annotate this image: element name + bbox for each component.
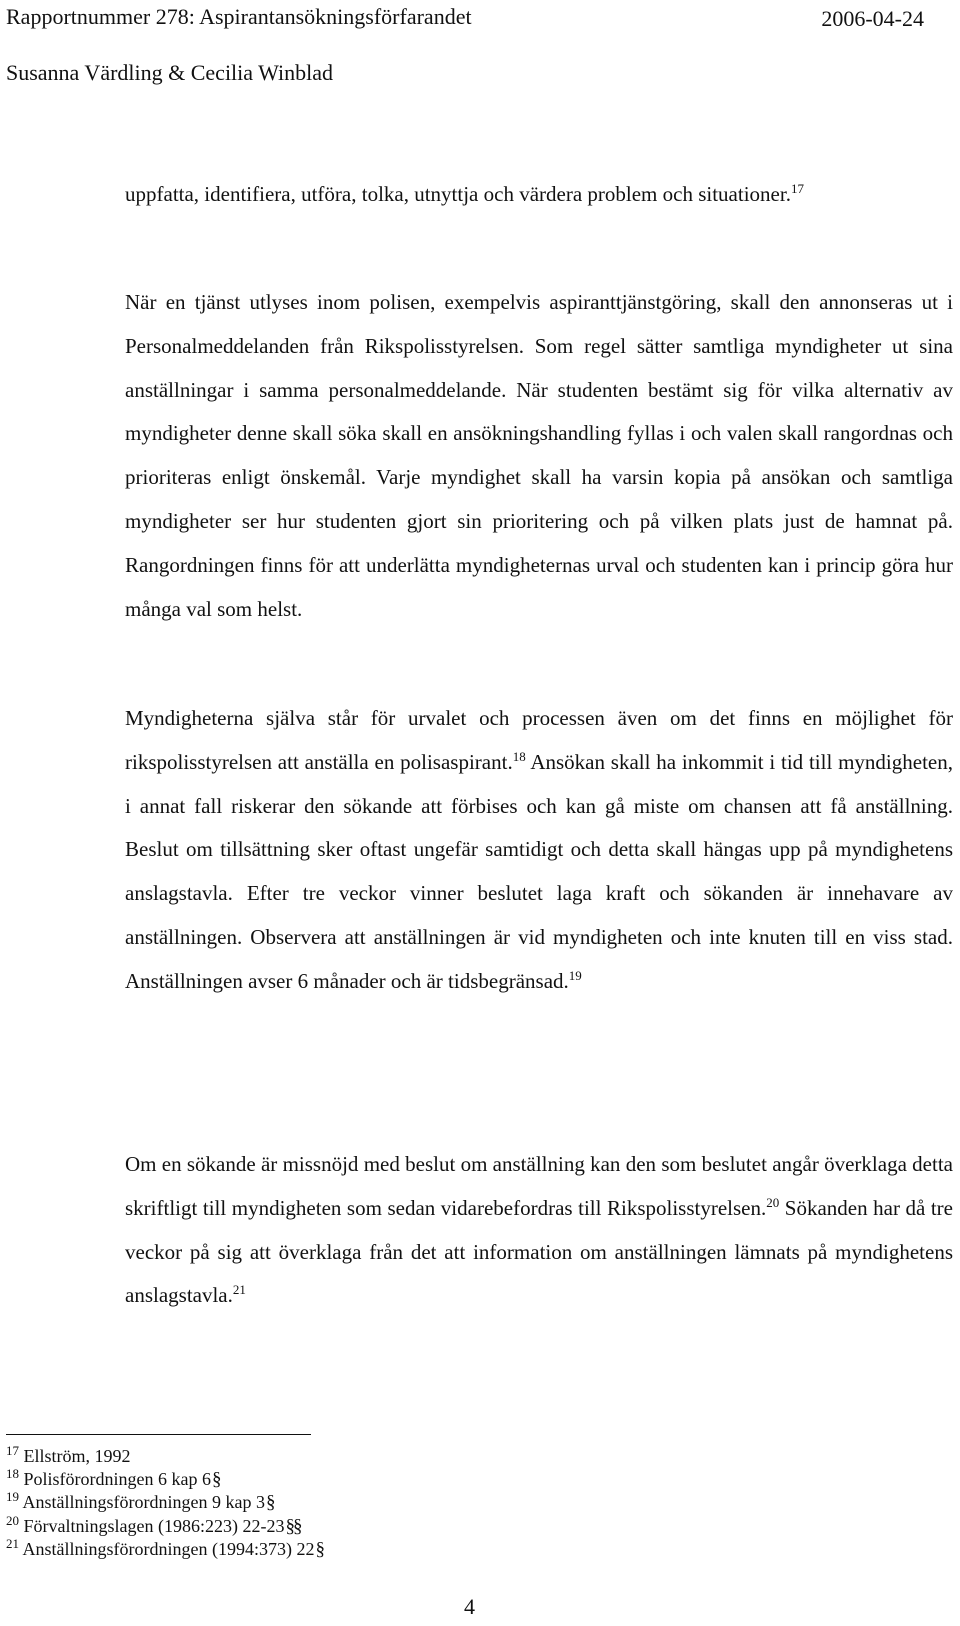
paragraph-2 [125, 281, 953, 631]
paragraph-1-text: uppfatta, identifiera, utföra, tolka, utnyttja och värdera problem och situationer. [125, 182, 791, 206]
paragraph-2-text: När en tjänst utlyses inom polisen, exempelvis aspiranttjänstgöring, skall den annonseras ut i Personalmeddelanden från Rikspolisstyrelsen. Som regel sätter samtliga myndigheter ut sina anställningar i samma personalmeddelande. När studenten bestämt sig för vilka alternativ av myndigheter denne skall söka skall en ansökningshandling fyllas i och valen skall rangordnas och prioriteras enligt önskemål. Varje myndighet skall ha varsin kopia på ansökan och samtliga myndigheter ser hur studenten gjort sin prioritering och på vilken plats just de hamnat på. Rangordningen finns för att underlätta myndigheternas urval och studenten kan i princip göra hur många val som helst. [125, 290, 953, 621]
footnote-number: 20 [6, 1512, 19, 1528]
footnote-ref-18[interactable]: 18 [512, 748, 526, 764]
footnote-number: 18 [6, 1465, 19, 1481]
footnote-ref-20[interactable]: 20 [766, 1194, 780, 1210]
footnote-text: Polisförordningen 6 kap 6 [23, 1468, 211, 1489]
paragraph-3-text-b: Ansökan skall ha inkommit i tid till myndigheten, i annat fall riskerar den sökande att förbises och kan gå miste om chansen att få anställning. Beslut om tillsättning sker oftast ungefär samtidigt och detta skall hängas upp på myndighetens anslagstavla. Efter tre veckor vinner beslutet laga kraft och sökanden är innehavare av anställningen. Observera att anställningen är vid myndigheten och inte knuten till en viss stad. Anställningen avser 6 månader och är tidsbegränsad. [125, 749, 953, 993]
header-title: Rapportnummer 278: Aspirantansökningsförfarandet [6, 4, 472, 29]
footnote-ref-21[interactable]: 21 [232, 1282, 246, 1298]
footnote-ref-19[interactable]: 19 [568, 967, 582, 983]
paragraph-1 [125, 173, 953, 217]
footnote-number: 17 [6, 1443, 19, 1458]
footnote-text: Förvaltningslagen (1986:223) 22-23 [23, 1515, 285, 1536]
page-number: 4 [464, 1594, 475, 1619]
header-authors: Susanna Värdling & Cecilia Winblad [6, 60, 334, 85]
paragraph-4-text-b: Sökanden har då tre veckor på sig att överklaga från det att information om anställningen lämnats på myndighetens anslagstavla. [125, 1195, 953, 1308]
footnote-number: 21 [6, 1536, 19, 1551]
paragraph-4 [125, 1143, 953, 1318]
footnote-text: Ellström, 1992 [23, 1446, 131, 1466]
paragraph-3 [125, 697, 953, 1004]
footnote-ref-17[interactable]: 17 [790, 181, 804, 196]
footnote-text: Anställningsförordningen (1994:373) 22 [22, 1539, 315, 1559]
section-mark: § [211, 1468, 222, 1490]
section-mark: § [265, 1492, 276, 1513]
footnote-number: 19 [6, 1489, 19, 1504]
footnote-21 [6, 1538, 325, 1562]
footnote-17 [6, 1445, 325, 1468]
section-mark: § [315, 1539, 325, 1560]
footnote-18 [6, 1465, 325, 1492]
section-mark: §§ [285, 1515, 301, 1537]
footnote-divider [6, 1434, 311, 1435]
footnote-list [6, 1445, 325, 1562]
paragraph-4-text-a: Om en sökande är missnöjd med beslut om anställning kan den som beslutet angår överklaga detta skriftligt till myndigheten som sedan vidarebefordras till Rikspolisstyrelsen. [125, 1152, 953, 1220]
paragraph-3-text-a: Myndigheterna själva står för urvalet och processen även om det finns en möjlighet för rikspolisstyrelsen att anställa en polisaspirant. [125, 706, 953, 774]
footnote-text: Anställningsförordningen 9 kap 3 [22, 1492, 265, 1512]
footnote-20 [6, 1512, 325, 1539]
footnote-19 [6, 1491, 325, 1515]
header-date: 2006-04-24 [821, 6, 924, 31]
